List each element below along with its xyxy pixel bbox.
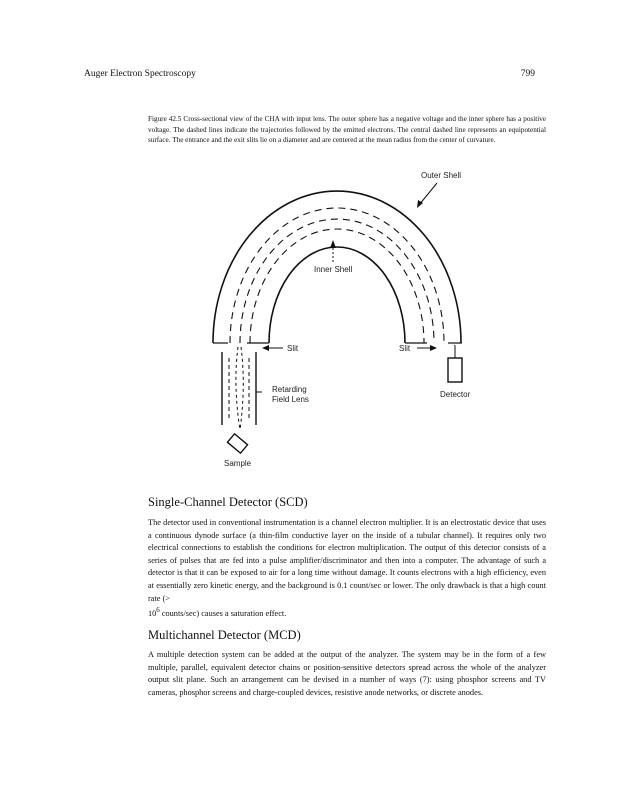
slit-right-arrowhead [430, 345, 437, 351]
running-head: Auger Electron Spectroscopy [84, 69, 196, 79]
slit-left-label: Slit [287, 344, 299, 353]
inner-shell-arrowhead [330, 240, 336, 248]
scd-tail: counts/sec) causes a saturation effect. [159, 608, 287, 618]
mcd-section-title: Multichannel Detector (MCD) [148, 628, 301, 642]
trajectory-equipotential [240, 219, 434, 343]
outer-shell-label: Outer Shell [421, 171, 462, 180]
slit-left-arrowhead [262, 345, 269, 351]
field-lens-label: Field Lens [272, 395, 309, 404]
detector-label: Detector [440, 390, 471, 399]
beam-path-left [236, 347, 240, 430]
sample-block [227, 434, 247, 453]
beam-path-right [240, 347, 243, 430]
sample-label: Sample [224, 459, 252, 468]
retarding-label: Retarding [272, 385, 307, 394]
trajectory-outer [230, 208, 444, 343]
page-number: 799 [520, 69, 535, 79]
outer-shell-pointer [419, 183, 437, 205]
inner-shell-arc [269, 247, 405, 343]
inner-shell-label: Inner Shell [314, 265, 353, 274]
mcd-paragraph: A multiple detection system can be added at the output of the analyzer. The system may be in the form of a few multiple, parallel, equivalent detector chains or position-sensitive detectors spread across the whole of the analyzer output slit plane. Such an arrangement can be devised in a number of ways (7): using phosphor screens and TV cameras, phosphor screens and charge-coupled devices, resistive anode networks, or discrete anodes. [148, 650, 546, 697]
scd-exponent-base: 10 [148, 608, 157, 618]
scd-section-title: Single-Channel Detector (SCD) [148, 495, 308, 509]
scd-paragraph [148, 517, 546, 621]
scd-body: The detector used in conventional instrumentation is a channel electron multiplier. It is an electrostatic device that uses a continuous dynode surface (a thin-film conductive layer on the inside of a tubular channel). It requires only two electrical connections to establish the conditions for electron multiplication. The output of this detector consists of a series of pulses that are fed into a pulse amplifier/discriminator and then into a computer. The advantage of such a detector is that it can be exposed to air for a long time without damage. It counts electrons with a high efficiency, even at essentially zero kinetic energy, and the background is 0.1 count/sec or lower. The only drawback is that a high count rate (> [148, 518, 546, 603]
detector-box [448, 358, 462, 382]
slit-right-label: Slit [399, 344, 411, 353]
figure-caption: Figure 42.5 Cross-sectional view of the CHA with input lens. The outer sphere has a negative voltage and the inner sphere has a positive voltage. The dashed lines indicate the trajectories followed by the emitted electrons. The central dashed line represents an equipotential surface. The entrance and the exit slits lie on a diameter and are centered at the mean radius from the center of curvature. [148, 115, 546, 144]
scd-exponent: 6 [156, 607, 160, 615]
